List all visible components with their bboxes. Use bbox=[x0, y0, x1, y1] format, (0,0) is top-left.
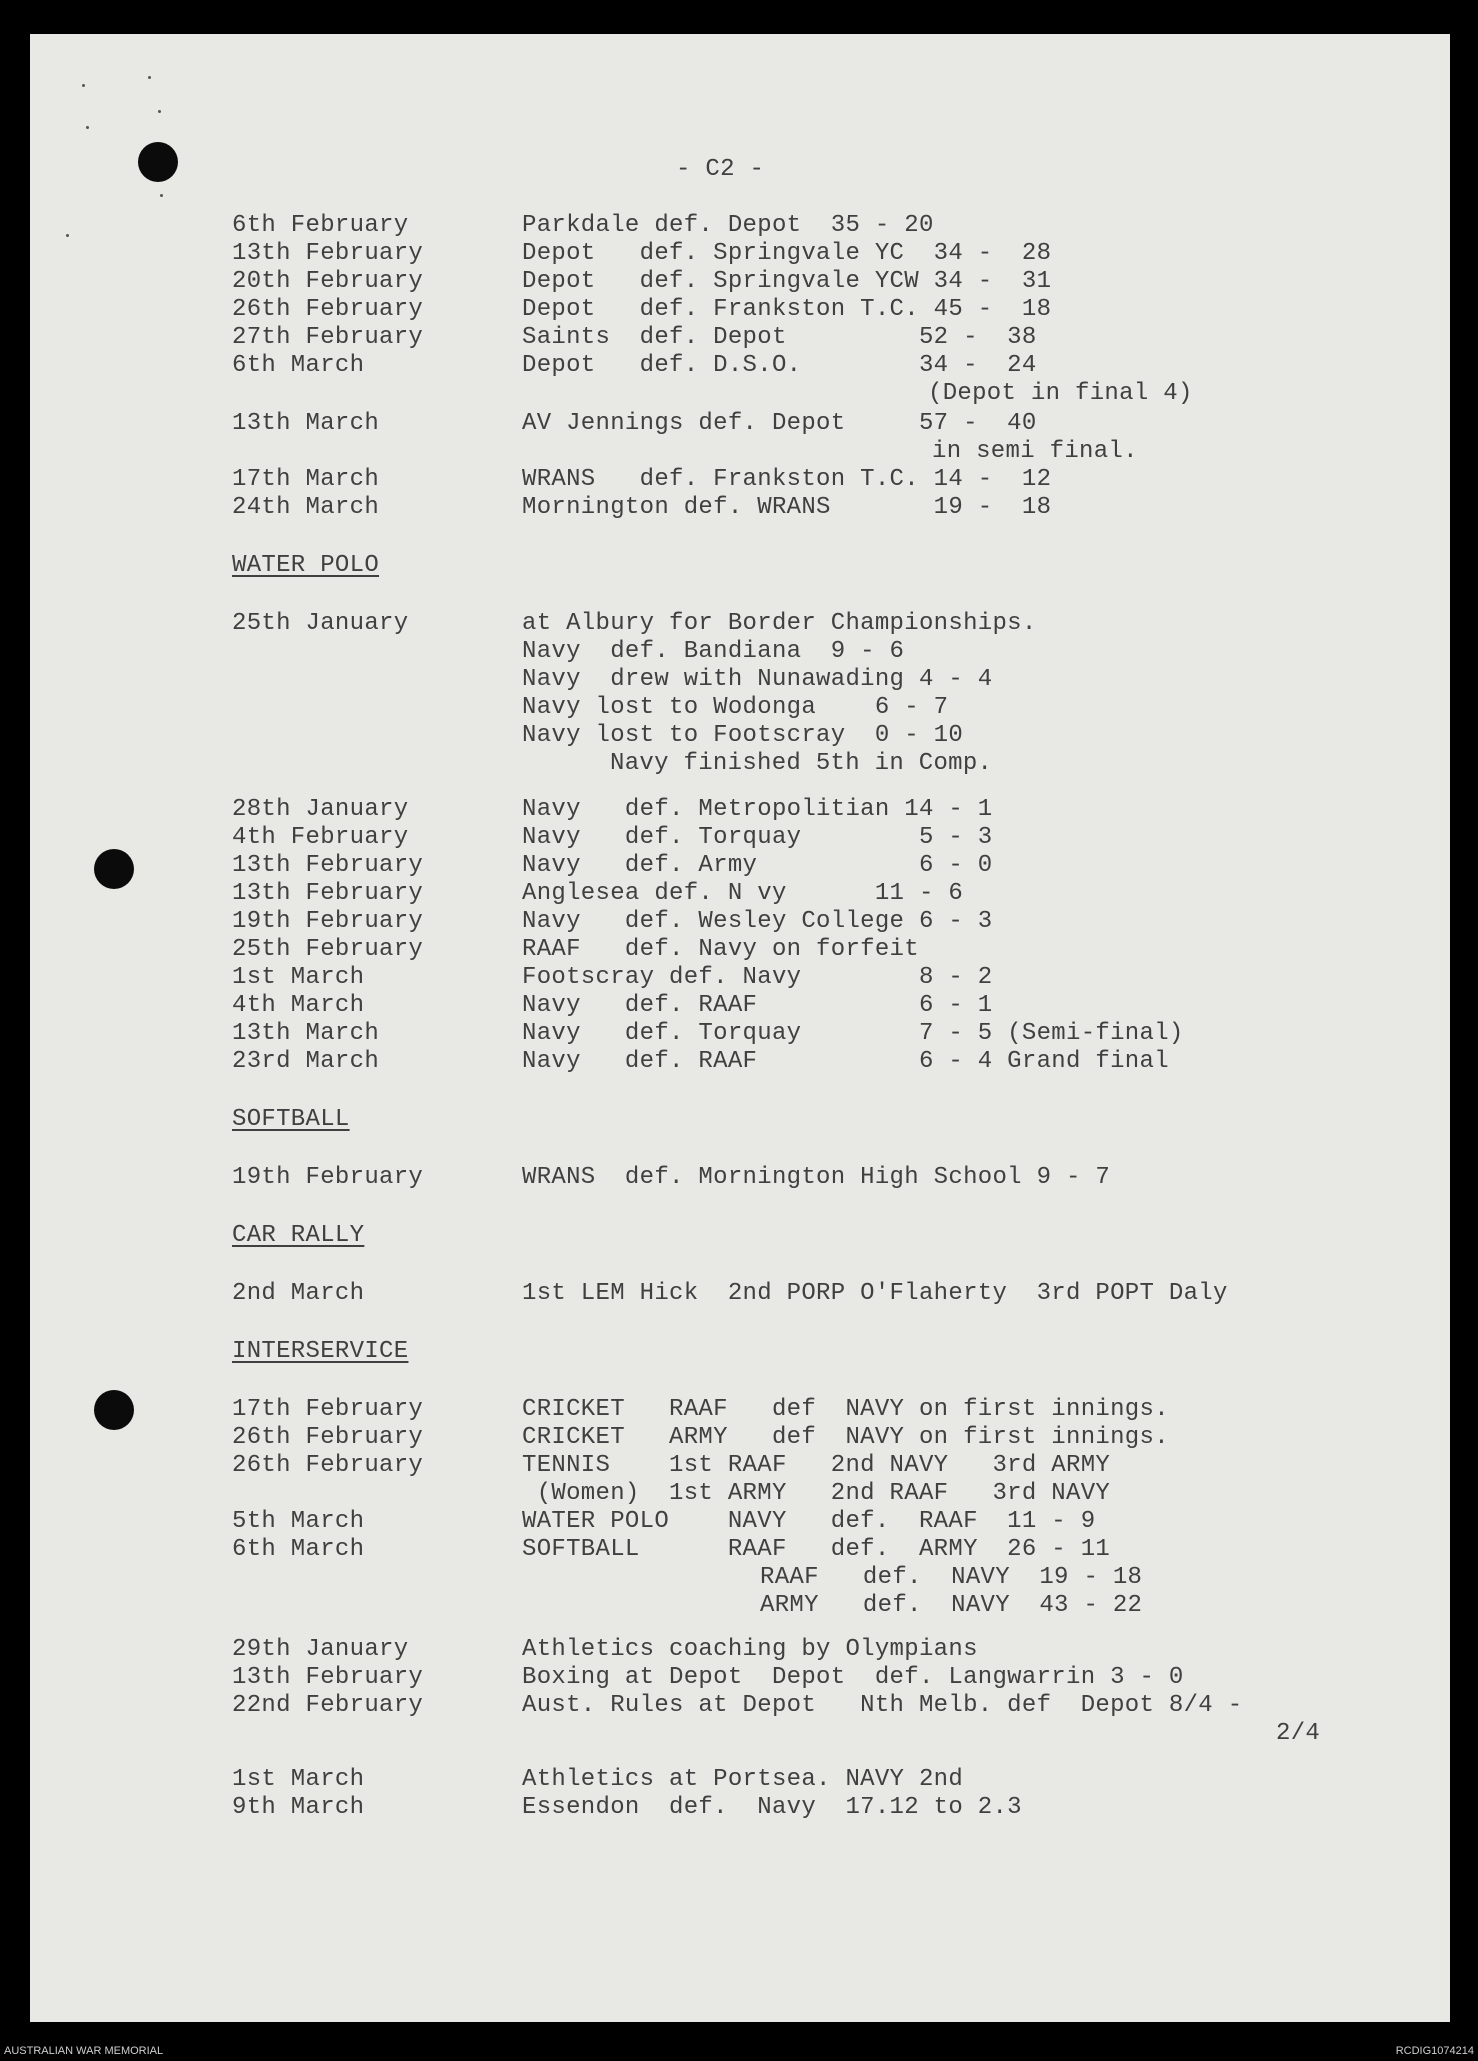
entry-detail: Navy def. RAAF 6 - 4 Grand final bbox=[522, 1048, 1169, 1075]
entry-detail: CRICKET ARMY def NAVY on first innings. bbox=[522, 1424, 1169, 1451]
entry-detail: Navy def. Metropolitian 14 - 1 bbox=[522, 796, 993, 823]
entry-detail: Depot def. Springvale YC 34 - 28 bbox=[522, 240, 1052, 267]
entry-date: 13th February bbox=[232, 240, 424, 267]
entry-detail: Depot def. Springvale YCW 34 - 31 bbox=[522, 268, 1052, 295]
entry-detail: Navy def. Torquay 5 - 3 bbox=[522, 824, 993, 851]
entry-date: 1st March bbox=[232, 964, 365, 991]
entry-date: 26th February bbox=[232, 1452, 424, 1479]
section-heading: CAR RALLY bbox=[232, 1222, 365, 1249]
entry-detail: Depot def. D.S.O. 34 - 24 bbox=[522, 352, 1037, 379]
page-number: - C2 - bbox=[676, 156, 765, 183]
section-heading: INTERSERVICE bbox=[232, 1338, 409, 1365]
paper-speck bbox=[82, 84, 85, 87]
paper-speck bbox=[158, 110, 161, 113]
entry-date: 9th March bbox=[232, 1794, 365, 1821]
entry-detail: (Depot in final 4) bbox=[928, 380, 1193, 407]
entry-date: 17th March bbox=[232, 466, 380, 493]
entry-date: 17th February bbox=[232, 1396, 424, 1423]
entry-date: 26th February bbox=[232, 296, 424, 323]
entry-date: 13th March bbox=[232, 1020, 380, 1047]
entry-detail: at Albury for Border Championships. bbox=[522, 610, 1037, 637]
entry-date: 28th January bbox=[232, 796, 409, 823]
entry-detail: WRANS def. Mornington High School 9 - 7 bbox=[522, 1164, 1111, 1191]
entry-detail: TENNIS 1st RAAF 2nd NAVY 3rd ARMY bbox=[522, 1452, 1111, 1479]
entry-date: 23rd March bbox=[232, 1048, 380, 1075]
entry-date: 25th January bbox=[232, 610, 409, 637]
entry-date: 22nd February bbox=[232, 1692, 424, 1719]
entry-detail: Essendon def. Navy 17.12 to 2.3 bbox=[522, 1794, 1022, 1821]
entry-date: 29th January bbox=[232, 1636, 409, 1663]
entry-detail: Navy def. Bandiana 9 - 6 bbox=[522, 638, 905, 665]
entry-detail: Depot def. Frankston T.C. 45 - 18 bbox=[522, 296, 1052, 323]
entry-detail: Saints def. Depot 52 - 38 bbox=[522, 324, 1037, 351]
entry-detail: in semi final. bbox=[932, 438, 1138, 465]
entry-detail: Navy drew with Nunawading 4 - 4 bbox=[522, 666, 993, 693]
entry-detail: 2/4 bbox=[1276, 1720, 1321, 1747]
entry-date: 20th February bbox=[232, 268, 424, 295]
entry-detail: Athletics coaching by Olympians bbox=[522, 1636, 978, 1663]
entry-detail: Athletics at Portsea. NAVY 2nd bbox=[522, 1766, 964, 1793]
entry-detail: Navy finished 5th in Comp. bbox=[610, 750, 993, 777]
punch-hole-top bbox=[138, 142, 178, 182]
footer-left: AUSTRALIAN WAR MEMORIAL bbox=[4, 2045, 164, 2057]
entry-detail: Boxing at Depot Depot def. Langwarrin 3 - 0 bbox=[522, 1664, 1184, 1691]
entry-date: 27th February bbox=[232, 324, 424, 351]
entry-date: 4th February bbox=[232, 824, 409, 851]
entry-date: 13th February bbox=[232, 1664, 424, 1691]
entry-date: 13th February bbox=[232, 852, 424, 879]
entry-date: 26th February bbox=[232, 1424, 424, 1451]
punch-hole-middle bbox=[94, 849, 134, 889]
entry-detail: Navy lost to Footscray 0 - 10 bbox=[522, 722, 964, 749]
entry-date: 6th March bbox=[232, 352, 365, 379]
entry-date: 6th February bbox=[232, 212, 409, 239]
entry-detail: Footscray def. Navy 8 - 2 bbox=[522, 964, 993, 991]
entry-detail: (Women) 1st ARMY 2nd RAAF 3rd NAVY bbox=[522, 1480, 1111, 1507]
entry-detail: Navy def. Torquay 7 - 5 (Semi-final) bbox=[522, 1020, 1184, 1047]
entry-detail: Mornington def. WRANS 19 - 18 bbox=[522, 494, 1052, 521]
entry-detail: AV Jennings def. Depot 57 - 40 bbox=[522, 410, 1037, 437]
entry-detail: Navy def. Wesley College 6 - 3 bbox=[522, 908, 993, 935]
entry-date: 19th February bbox=[232, 1164, 424, 1191]
entry-detail: Aust. Rules at Depot Nth Melb. def Depot 8/4 - bbox=[522, 1692, 1243, 1719]
entry-date: 19th February bbox=[232, 908, 424, 935]
entry-detail: Navy def. RAAF 6 - 1 bbox=[522, 992, 993, 1019]
entry-date: 13th March bbox=[232, 410, 380, 437]
entry-detail: WRANS def. Frankston T.C. 14 - 12 bbox=[522, 466, 1052, 493]
paper-speck bbox=[160, 194, 163, 197]
entry-detail: Navy lost to Wodonga 6 - 7 bbox=[522, 694, 949, 721]
footer-right: RCDIG1074214 bbox=[1395, 2045, 1474, 2057]
entry-detail: Anglesea def. N vy 11 - 6 bbox=[522, 880, 964, 907]
paper-speck bbox=[86, 126, 89, 129]
entry-date: 13th February bbox=[232, 880, 424, 907]
entry-detail: RAAF def. Navy on forfeit bbox=[522, 936, 919, 963]
punch-hole-bottom bbox=[94, 1390, 134, 1430]
entry-detail: 1st LEM Hick 2nd PORP O'Flaherty 3rd POPT Daly bbox=[522, 1280, 1228, 1307]
entry-detail: RAAF def. NAVY 19 - 18 bbox=[760, 1564, 1143, 1591]
section-heading: SOFTBALL bbox=[232, 1106, 350, 1133]
paper-speck bbox=[148, 76, 151, 79]
section-heading: WATER POLO bbox=[232, 552, 380, 579]
entry-detail: Navy def. Army 6 - 0 bbox=[522, 852, 993, 879]
entry-detail: ARMY def. NAVY 43 - 22 bbox=[760, 1592, 1143, 1619]
entry-detail: Parkdale def. Depot 35 - 20 bbox=[522, 212, 934, 239]
entry-date: 25th February bbox=[232, 936, 424, 963]
entry-date: 4th March bbox=[232, 992, 365, 1019]
entry-date: 5th March bbox=[232, 1508, 365, 1535]
entry-date: 2nd March bbox=[232, 1280, 365, 1307]
entry-date: 6th March bbox=[232, 1536, 365, 1563]
entry-detail: SOFTBALL RAAF def. ARMY 26 - 11 bbox=[522, 1536, 1111, 1563]
entry-date: 1st March bbox=[232, 1766, 365, 1793]
entry-detail: CRICKET RAAF def NAVY on first innings. bbox=[522, 1396, 1169, 1423]
entry-date: 24th March bbox=[232, 494, 380, 521]
entry-detail: WATER POLO NAVY def. RAAF 11 - 9 bbox=[522, 1508, 1096, 1535]
paper-speck bbox=[66, 234, 69, 237]
